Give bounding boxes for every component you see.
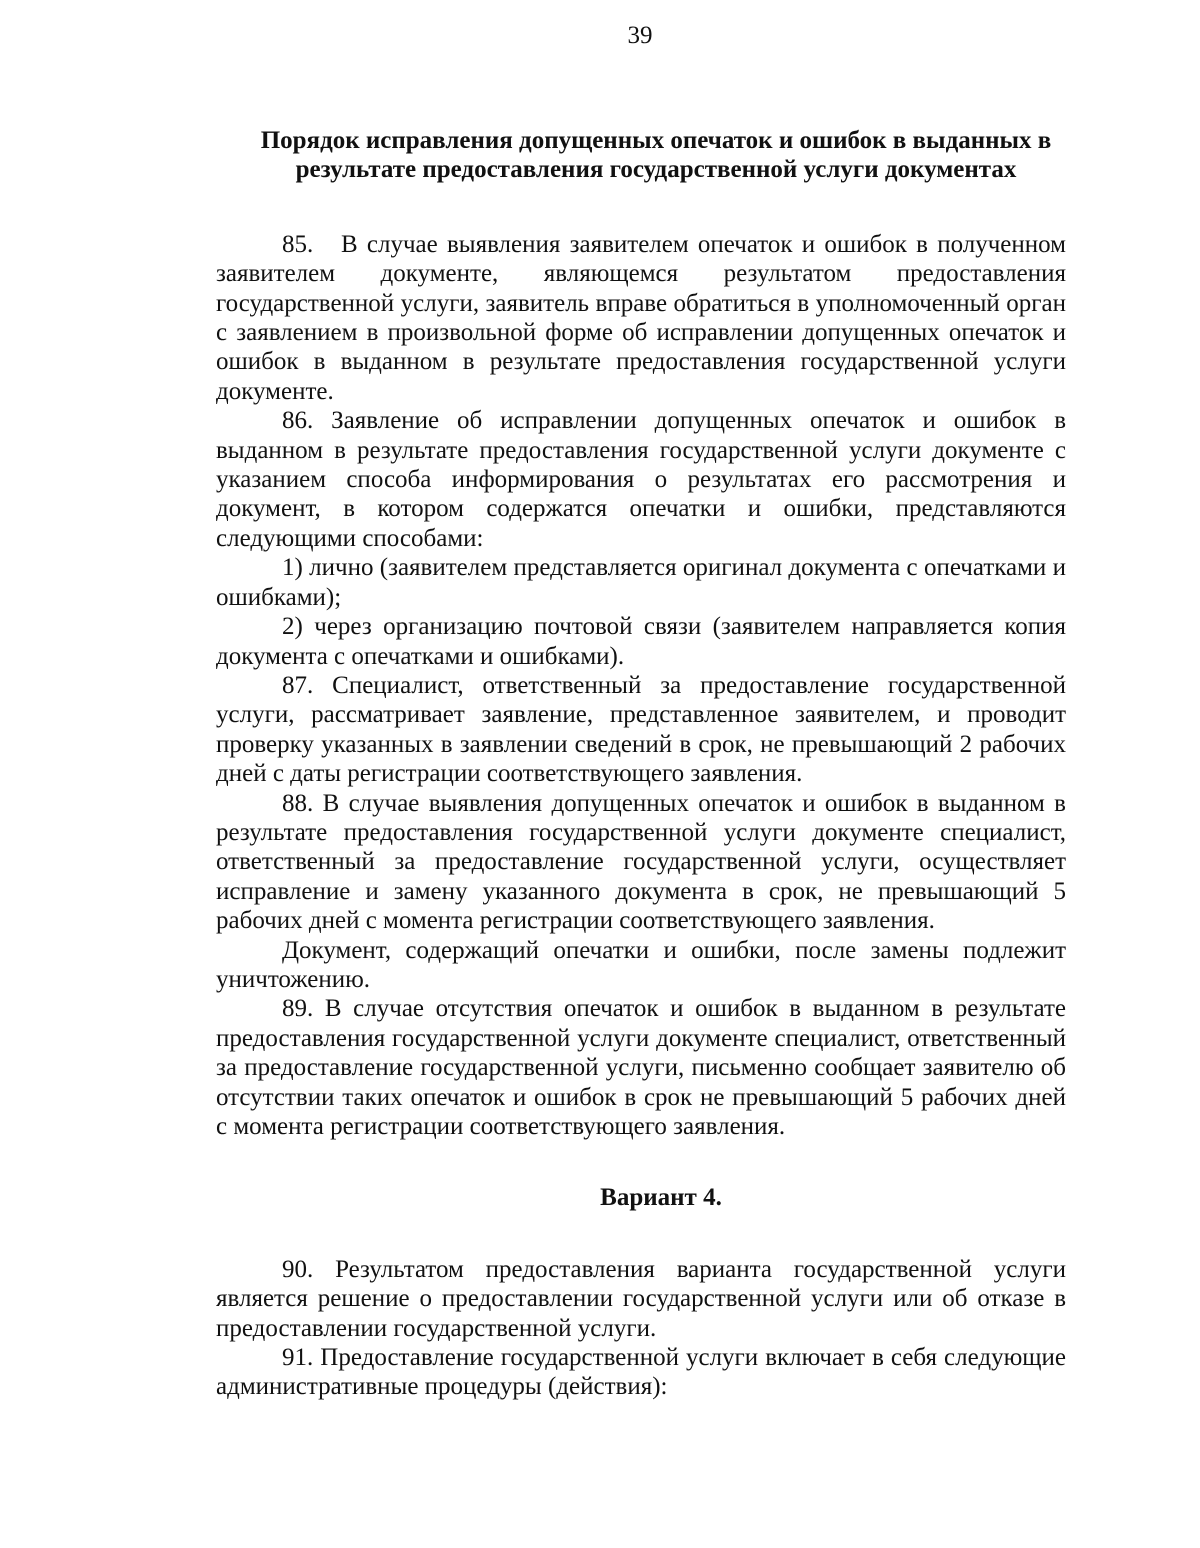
paragraph-89: 89. В случае отсутствия опечаток и ошибок в выданном в результате предоставления государственной услуги документе специалист, ответственный за предоставление государственной услуги, письменно сообщает заявителю об отсутствии таких опечаток и ошибок в срок не превышающий 5 рабочих дней с момента регистрации соответствующего заявления. xyxy=(216,995,1066,1140)
section-heading: Порядок исправления допущенных опечаток и ошибок в выданных в результате предоставления государственной услуги документах xyxy=(260,127,1052,184)
document-body xyxy=(216,126,1066,1402)
paragraph-86-item-2: 2) через организацию почтовой связи (заявителем направляется копия документа с опечатками и ошибками). xyxy=(216,613,1066,670)
paragraph-91: 91. Предоставление государственной услуги включает в себя следующие административные процедуры (действия): xyxy=(216,1344,1066,1401)
paragraph-88-note: Документ, содержащий опечатки и ошибки, после замены подлежит уничтожению. xyxy=(216,936,1066,993)
spacer xyxy=(216,185,1066,230)
variant-heading: Вариант 4. xyxy=(600,1184,722,1212)
paragraph-group-1 xyxy=(216,230,1066,1142)
paragraph-90: 90. Результатом предоставления варианта государственной услуги является решение о предоставлении государственной услуги или об отказе в предоставлении государственной услуги. xyxy=(216,1255,1066,1342)
paragraph-group-2 xyxy=(216,1255,1066,1402)
paragraph-86-item-1: 1) лично (заявителем представляется оригинал документа с опечатками и ошибками); xyxy=(216,554,1066,611)
paragraph-85: 85. В случае выявления заявителем опечаток и ошибок в полученном заявителем документе, являющемся результатом предоставления государственной услуги, заявитель вправе обратиться в уполномоченный орган с заявлением в произвольной форме об исправлении допущенных опечаток и ошибок в выданном в результате предоставления государственной услуги документе. xyxy=(216,230,1066,405)
paragraph-88: 88. В случае выявления допущенных опечаток и ошибок в выданном в результате предоставления государственной услуги документе специалист, ответственный за предоставление государственной услуги, осуществляет исправление и замену указанного документа в срок, не превышающий 5 рабочих дней с момента регистрации соответствующего заявления. xyxy=(216,789,1066,935)
paragraph-87: 87. Специалист, ответственный за предоставление государственной услуги, рассматривает заявление, представленное заявителем, и проводит проверку указанных в заявлении сведений в срок, не превышающий 2 рабочих дней с даты регистрации соответствующего заявления. xyxy=(216,671,1066,788)
page-number: 39 xyxy=(627,22,653,49)
paragraph-86: 86. Заявление об исправлении допущенных опечаток и ошибок в выданном в результате предоставления государственной услуги документе с указанием способа информирования о результатах его рассмотрения и документ, в котором содержатся опечатки и ошибки, представляются следующими способами: xyxy=(216,407,1066,552)
